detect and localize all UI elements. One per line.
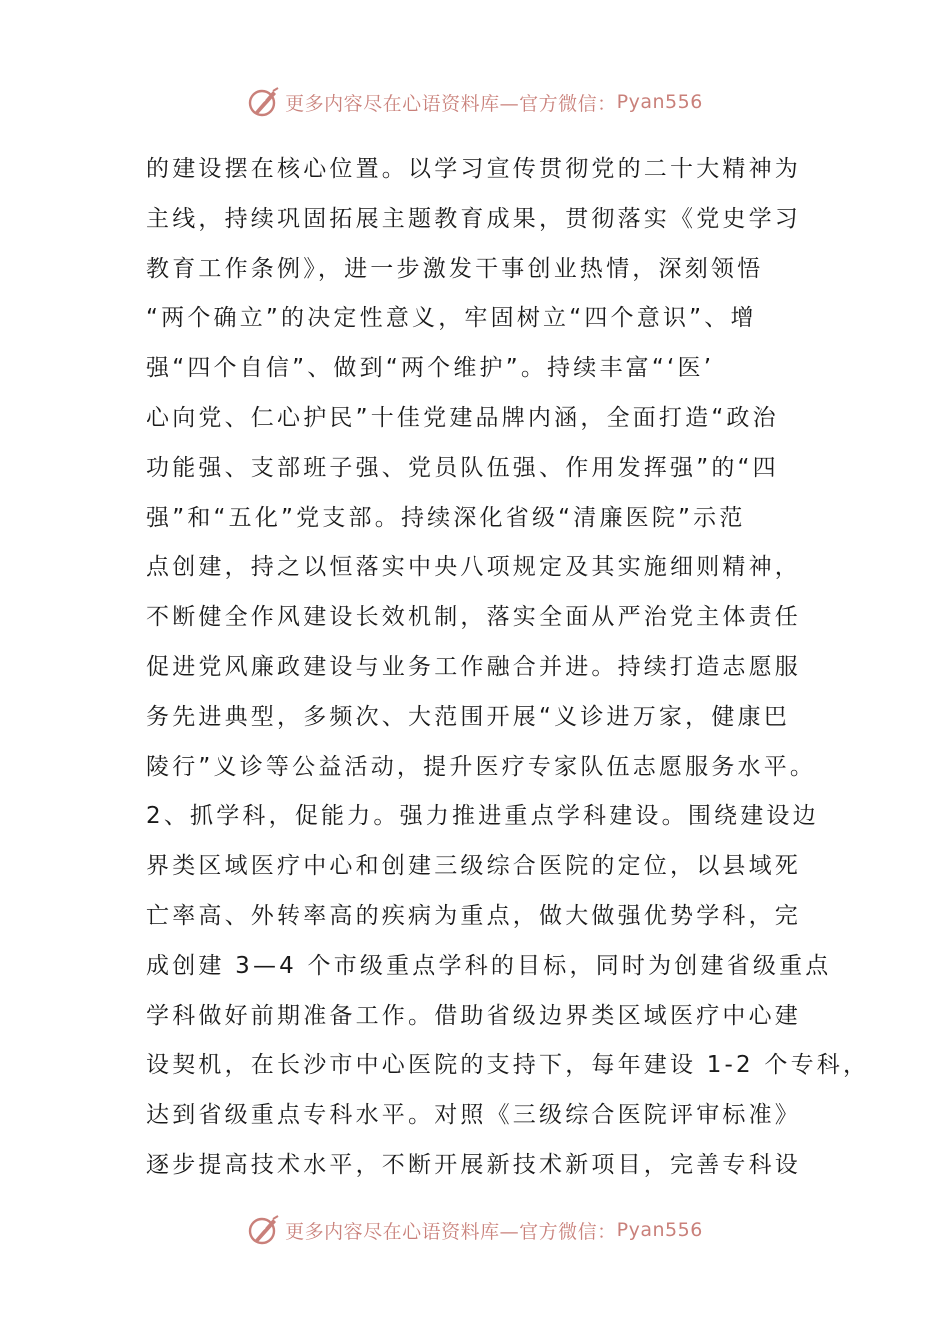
text-line: 亡率高、外转率高的疾病为重点，做大做强优势学科，完 [146,902,801,929]
quill-pen-logo-icon [247,85,281,119]
text-line: 的建设摆在核心位置。以学习宣传贯彻党的二十大精神为 [146,156,801,182]
text-line: 界类区域医疗中心和创建三级综合医院的定位，以县域死 [146,853,801,880]
text-line: 成创建 3—4 个市级重点学科的目标，同时为创建省级重点 [146,952,832,979]
watermark-id: Pyan556 [616,91,703,113]
document-body [146,145,870,1191]
text-line: 设契机，在长沙市中心医院的支持下，每年建设 1-2 个专科， [146,1052,870,1079]
watermark-id: Pyan556 [616,1219,703,1241]
text-line: 促进党风廉政建设与业务工作融合并进。持续打造志愿服 [146,653,801,680]
text-line: 心向党、仁心护民”十佳党建品牌内涵，全面打造“政治 [146,404,779,431]
quill-pen-logo-icon [247,1213,281,1247]
text-line: 达到省级重点专科水平。对照《三级综合医院评审标准》 [146,1102,801,1129]
text-line: 逐步提高技术水平，不断开展新技术新项目，完善专科设 [146,1151,801,1178]
text-line: 点创建，持之以恒落实中央八项规定及其实施细则精神， [146,554,801,581]
text-line: 陵行”义诊等公益活动，提升医疗专家队伍志愿服务水平。 [146,753,817,780]
text-line: “两个确立”的决定性意义，牢固树立“四个意识”、增 [146,305,757,332]
text-line: 学科做好前期准备工作。借助省级边界类区域医疗中心建 [146,1002,801,1029]
header-watermark [0,82,950,122]
text-line: 主线，持续巩固拓展主题教育成果，贯彻落实《党史学习 [146,205,801,232]
text-line: 不断健全作风建设长效机制，落实全面从严治党主体责任 [146,604,801,631]
watermark-text: 更多内容尽在心语资料库—官方微信： [285,92,617,115]
text-line: 2、抓学科，促能力。强力推进重点学科建设。围绕建设边 [146,803,819,830]
text-line: 功能强、支部班子强、党员队伍强、作用发挥强”的“四 [146,454,779,481]
watermark-text: 更多内容尽在心语资料库—官方微信： [285,1220,617,1243]
footer-watermark [0,1210,950,1250]
text-line: 强“四个自信”、做到“两个维护”。持续丰富“‘医’ [146,355,715,382]
text-line: 务先进典型，多频次、大范围开展“义诊进万家，健康巴 [146,703,790,730]
text-line: 强”和“五化”党支部。持续深化省级“清廉医院”示范 [146,504,746,531]
text-line: 教育工作条例》，进一步激发干事创业热情，深刻领悟 [146,255,764,282]
